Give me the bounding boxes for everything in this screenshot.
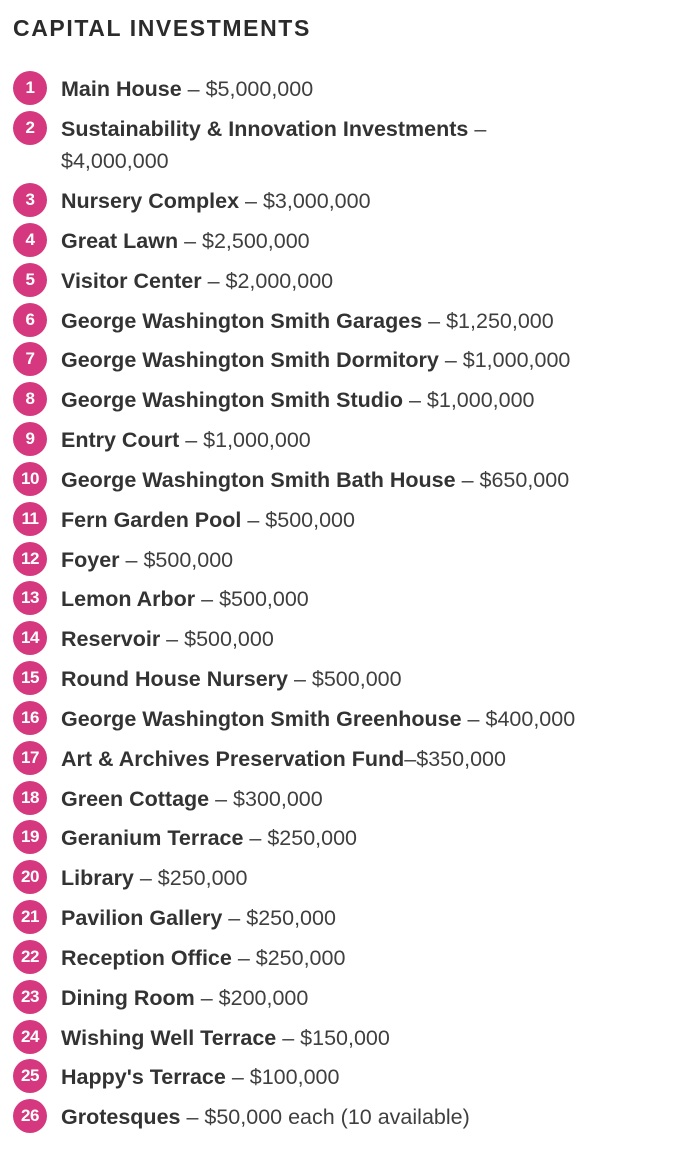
item-name: Happy's Terrace xyxy=(61,1065,226,1089)
item-text xyxy=(61,504,661,536)
item-text xyxy=(61,623,661,655)
item-amount: $1,000,000 xyxy=(426,388,535,412)
item-number-badge: 18 xyxy=(13,781,47,815)
item-text xyxy=(61,225,661,257)
item-separator: – xyxy=(243,826,268,850)
item-amount: $2,000,000 xyxy=(225,269,334,293)
item-text xyxy=(61,583,661,615)
item-number-badge: 17 xyxy=(13,741,47,775)
item-amount: $150,000 xyxy=(300,1026,390,1050)
item-number-badge: 6 xyxy=(13,303,47,337)
item-amount: $100,000 xyxy=(249,1065,340,1089)
item-separator: – xyxy=(133,866,158,890)
item-name: George Washington Smith Dormitory xyxy=(61,348,439,372)
item-separator: – xyxy=(422,309,447,333)
item-separator: – xyxy=(239,189,263,213)
item-number-badge: 16 xyxy=(13,701,47,735)
item-separator: – xyxy=(438,348,463,372)
item-name: George Washington Smith Studio xyxy=(61,388,403,412)
item-separator: – xyxy=(461,707,486,731)
item-name: Great Lawn xyxy=(61,229,179,253)
item-text xyxy=(61,902,661,934)
item-separator: – xyxy=(119,548,144,572)
item-number-badge: 26 xyxy=(13,1099,47,1133)
item-amount: $1,000,000 xyxy=(203,428,311,452)
item-separator: – xyxy=(404,747,417,771)
item-number-badge: 11 xyxy=(13,502,47,536)
item-separator: – xyxy=(195,587,220,611)
item-separator: – xyxy=(179,428,204,452)
item-name: George Washington Smith Greenhouse xyxy=(61,707,462,731)
item-name: Art & Archives Preservation Fund xyxy=(61,747,405,771)
item-number-badge: 19 xyxy=(13,820,47,854)
item-amount: $650,000 xyxy=(479,468,570,492)
item-name: George Washington Smith Bath House xyxy=(61,468,456,492)
item-separator: – xyxy=(403,388,427,412)
item-name: Wishing Well Terrace xyxy=(61,1026,277,1050)
item-name: Dining Room xyxy=(61,986,195,1010)
item-name: Lemon Arbor xyxy=(61,587,196,611)
item-name: Fern Garden Pool xyxy=(61,508,242,532)
item-separator: – xyxy=(287,667,312,691)
item-text xyxy=(61,185,661,217)
item-text xyxy=(61,743,661,775)
item-text xyxy=(61,1061,661,1093)
item-number-badge: 14 xyxy=(13,621,47,655)
item-text xyxy=(61,544,661,576)
item-name: Green Cottage xyxy=(61,787,210,811)
item-amount: $350,000 xyxy=(416,747,506,771)
item-name: Sustainability & Innovation Investments xyxy=(61,117,469,141)
item-text xyxy=(61,424,661,456)
item-number-badge: 15 xyxy=(13,661,47,695)
item-number-badge: 22 xyxy=(13,940,47,974)
item-separator: – xyxy=(455,468,480,492)
item-name: Entry Court xyxy=(61,428,180,452)
item-separator: – xyxy=(160,627,185,651)
page-title: CAPITAL INVESTMENTS xyxy=(13,15,311,41)
item-number-badge: 24 xyxy=(13,1020,47,1054)
item-separator: – xyxy=(276,1026,301,1050)
item-separator: – xyxy=(180,1105,205,1129)
item-amount: $5,000,000 xyxy=(205,77,314,101)
item-text xyxy=(61,73,661,105)
item-text xyxy=(61,822,661,854)
item-separator: – xyxy=(241,508,266,532)
item-amount: $50,000 each (10 available) xyxy=(204,1105,470,1129)
item-amount: $3,000,000 xyxy=(262,189,371,213)
item-name: Reception Office xyxy=(61,946,232,970)
item-text xyxy=(61,1101,661,1133)
item-amount: $250,000 xyxy=(267,826,358,850)
item-number-badge: 4 xyxy=(13,223,47,257)
item-text xyxy=(61,783,661,815)
item-name: Main House xyxy=(61,77,182,101)
item-text xyxy=(61,384,661,416)
item-number-badge: 20 xyxy=(13,860,47,894)
item-amount: $200,000 xyxy=(218,986,309,1010)
item-text xyxy=(61,942,661,974)
item-amount: $500,000 xyxy=(184,627,274,651)
item-name: Geranium Terrace xyxy=(61,826,244,850)
item-name: Visitor Center xyxy=(61,269,202,293)
item-amount: $500,000 xyxy=(265,508,355,532)
item-text xyxy=(61,305,661,337)
item-text xyxy=(61,663,661,695)
item-number-badge: 2 xyxy=(13,111,47,145)
item-separator: – xyxy=(194,986,219,1010)
item-amount: $400,000 xyxy=(485,707,576,731)
item-text xyxy=(61,113,541,177)
item-amount: $500,000 xyxy=(219,587,309,611)
item-separator: – xyxy=(231,946,256,970)
item-number-badge: 13 xyxy=(13,581,47,615)
item-number-badge: 12 xyxy=(13,542,47,576)
item-name: Nursery Complex xyxy=(61,189,240,213)
item-separator: – xyxy=(201,269,226,293)
item-amount: $500,000 xyxy=(311,667,402,691)
item-separator: – xyxy=(178,229,202,253)
item-amount: $250,000 xyxy=(157,866,248,890)
item-number-badge: 3 xyxy=(13,183,47,217)
item-amount: $4,000,000 xyxy=(61,149,169,173)
item-name: Library xyxy=(61,866,134,890)
item-number-badge: 10 xyxy=(13,462,47,496)
item-text xyxy=(61,1022,661,1054)
item-separator: – xyxy=(468,117,487,141)
item-name: Foyer xyxy=(61,548,120,572)
item-number-badge: 7 xyxy=(13,342,47,376)
item-number-badge: 23 xyxy=(13,980,47,1014)
item-separator: – xyxy=(209,787,234,811)
item-number-badge: 5 xyxy=(13,263,47,297)
item-amount: $300,000 xyxy=(233,787,323,811)
item-text xyxy=(61,703,661,735)
item-name: Reservoir xyxy=(61,627,161,651)
item-number-badge: 9 xyxy=(13,422,47,456)
item-number-badge: 1 xyxy=(13,71,47,105)
item-text xyxy=(61,265,661,297)
item-separator: – xyxy=(181,77,206,101)
item-number-badge: 21 xyxy=(13,900,47,934)
item-text xyxy=(61,982,661,1014)
item-text xyxy=(61,862,661,894)
item-name: Round House Nursery xyxy=(61,667,288,691)
item-amount: $1,250,000 xyxy=(446,309,554,333)
item-separator: – xyxy=(222,906,247,930)
item-name: Grotesques xyxy=(61,1105,181,1129)
item-number-badge: 8 xyxy=(13,382,47,416)
item-number-badge: 25 xyxy=(13,1059,47,1093)
item-text xyxy=(61,344,661,376)
item-amount: $500,000 xyxy=(143,548,234,572)
item-name: Pavilion Gallery xyxy=(61,906,223,930)
item-separator: – xyxy=(225,1065,250,1089)
item-text xyxy=(61,464,661,496)
item-amount: $250,000 xyxy=(246,906,336,930)
item-name: George Washington Smith Garages xyxy=(61,309,423,333)
item-amount: $1,000,000 xyxy=(462,348,571,372)
item-amount: $2,500,000 xyxy=(202,229,310,253)
item-amount: $250,000 xyxy=(255,946,346,970)
